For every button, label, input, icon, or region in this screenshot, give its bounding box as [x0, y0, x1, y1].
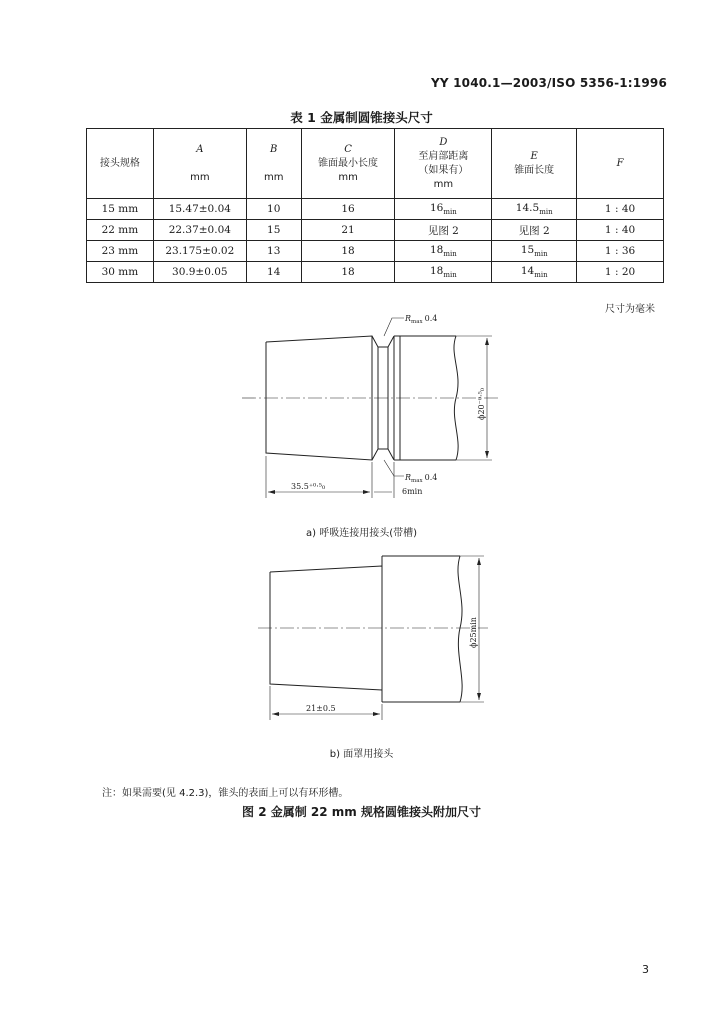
diameter-label-b: ϕ25min: [469, 617, 478, 648]
header-size: 接头规格: [87, 129, 154, 199]
standard-reference: YY 1040.1—2003/ISO 5356-1:1996: [430, 76, 667, 90]
cell-a: 30.9±0.05: [153, 262, 246, 283]
cell-size: 23 mm: [87, 241, 154, 262]
length-label-a: 35.5⁺⁰·⁵₀: [291, 482, 326, 491]
radius-label-bottom: $R_{max}$ 0.4: [405, 473, 438, 484]
cell-f: 1 : 40: [577, 199, 664, 220]
header-e: E 锥面长度: [492, 129, 577, 199]
cell-a: 15.47±0.04: [153, 199, 246, 220]
cell-c: 18: [301, 241, 395, 262]
radius-label-top: $R_{max}$ 0.4: [405, 314, 438, 325]
cell-d: $18_{min}$: [395, 262, 492, 283]
table-title: 表 1 金属制圆锥接头尺寸: [290, 110, 433, 125]
figure-b-caption: b) 面罩用接头: [329, 749, 394, 760]
cell-b: 10: [246, 199, 301, 220]
cell-e: $14.5_{min}$: [492, 199, 577, 220]
cell-a: 22.37±0.04: [153, 220, 246, 241]
cell-d: $16_{min}$: [395, 199, 492, 220]
page-number: 3: [642, 963, 649, 976]
header-d: D 至肩部距离 （如果有） mm: [395, 129, 492, 199]
cell-c: 16: [301, 199, 395, 220]
cell-e: $14_{min}$: [492, 262, 577, 283]
cell-e: $15_{min}$: [492, 241, 577, 262]
figure-note: 注：如果需要(见 4.2.3)，锥头的表面上可以有环形槽。: [102, 788, 349, 799]
cell-f: 1 : 36: [577, 241, 664, 262]
cell-c: 21: [301, 220, 395, 241]
cell-b: 13: [246, 241, 301, 262]
cell-e: 见图 2: [492, 220, 577, 241]
cell-b: 15: [246, 220, 301, 241]
header-b: B mm: [246, 129, 301, 199]
cell-f: 1 : 20: [577, 262, 664, 283]
cell-size: 22 mm: [87, 220, 154, 241]
cell-size: 30 mm: [87, 262, 154, 283]
cell-size: 15 mm: [87, 199, 154, 220]
figure-a-caption: a) 呼吸连接用接头(带槽): [305, 528, 417, 539]
diameter-label-a: ϕ20⁻⁰·⁵₀: [477, 387, 486, 420]
header-f: F: [577, 129, 664, 199]
units-note: 尺寸为毫米: [605, 304, 655, 315]
cell-d: $18_{min}$: [395, 241, 492, 262]
cell-d: 见图 2: [395, 220, 492, 241]
cell-c: 18: [301, 262, 395, 283]
cell-b: 14: [246, 262, 301, 283]
header-c: C 锥面最小长度 mm: [301, 129, 395, 199]
cell-f: 1 : 40: [577, 220, 664, 241]
length-label-b: 21±0.5: [306, 704, 336, 713]
cell-a: 23.175±0.02: [153, 241, 246, 262]
figure-title: 图 2 金属制 22 mm 规格圆锥接头附加尺寸: [242, 805, 481, 819]
min-length-label: 6min: [402, 487, 423, 496]
header-a: A mm: [153, 129, 246, 199]
